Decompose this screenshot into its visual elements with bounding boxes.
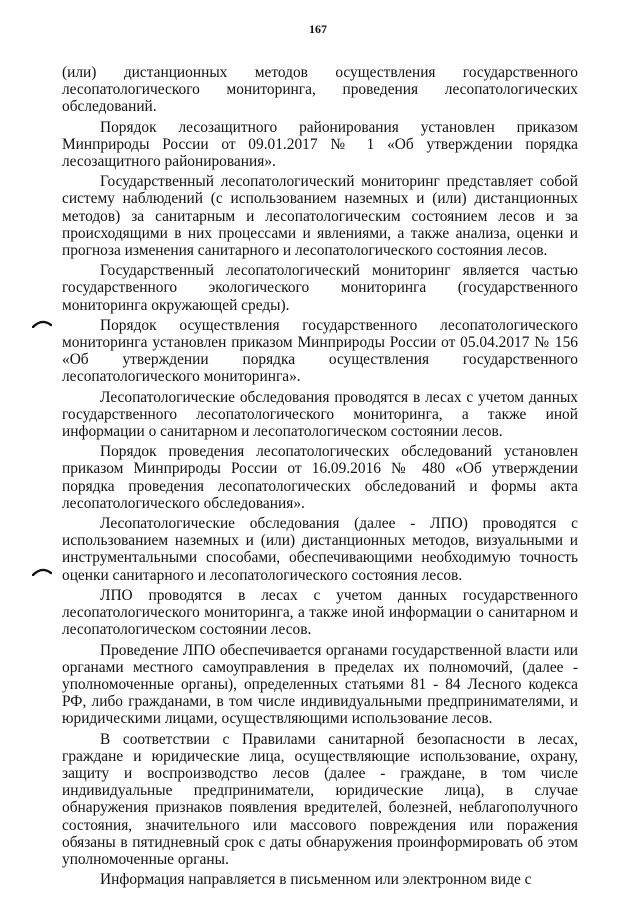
- paragraph: Порядок лесозащитного районирования установлен приказом Минприроды России от 09.01.2017 № 1 «Об утверждении порядка лесозащитного районирования».: [62, 118, 578, 171]
- paragraph: Порядок проведения лесопатологических обследований установлен приказом Минприроды России от 16.09.2016 № 480 «Об утверждении порядка проведения лесопатологических обследований и формы акта лесопатологического обследования».: [62, 443, 578, 512]
- paragraph: ЛПО проводятся в лесах с учетом данных государственного лесопатологического мониторинга, а также иной информации о санитарном и лесопатологическом состоянии лесов.: [62, 586, 578, 639]
- paragraph: Государственный лесопатологический мониторинг представляет собой систему наблюдений (с использованием наземных и (или) дистанционных методов) за санитарным и лесопатологическим состоянием лесов и за происходящими в них процессами и явлениями, а также анализа, оценки и прогноза изменения санитарного и лесопатологического состояния лесов.: [62, 173, 578, 260]
- paragraph: Порядок осуществления государственного лесопатологического мониторинга установлен приказом Минприроды России от 05.04.2017 № 156 «Об утверждении порядка осуществления государственного лесопатологического мониторинга».: [62, 316, 578, 386]
- arc-mark-icon: [32, 318, 52, 328]
- paragraph: Проведение ЛПО обеспечивается органами государственной власти или органами местного самоуправления в пределах их полномочий, (далее - уполномоченные органы), определенных статьями 81 - 84 Лесного кодекса РФ, либо гражданами, в том числе индивидуальными предпринимателями, и юридическими лицами, осуществляющими использование лесов.: [62, 641, 578, 728]
- body-text: [62, 64, 578, 891]
- paragraph: Информация направляется в письменном или электронном виде с: [100, 871, 532, 889]
- paragraph: В соответствии с Правилами санитарной безопасности в лесах, граждане и юридические лица, осуществляющие использование, охрану, защиту и воспроизводство лесов (далее - граждане, в том числе индивидуальные предприниматели, юридические лица), в случае обнаружения признаков появления вредителей, болезней, неблагополучного состояния, значительного или массового повреждения или поражения обязаны в пятидневный срок с даты обнаружения проинформировать об этом уполномоченные органы.: [62, 730, 578, 868]
- arc-mark-icon: [32, 566, 52, 576]
- paragraph: Лесопатологические обследования проводятся в лесах с учетом данных государственного лесопатологического мониторинга, а также иной информации о санитарном и лесопатологическом состоянии лесов.: [62, 388, 578, 441]
- paragraph: Лесопатологические обследования (далее - ЛПО) проводятся с использованием наземных и (или) дистанционных методов, визуальными и инструментальными способами, обеспечивающими необходимую точность оценки санитарного и лесопатологического состояния лесов.: [62, 515, 578, 584]
- page-number: 167: [309, 22, 327, 36]
- paragraph: Государственный лесопатологический мониторинг является частью государственного экологического мониторинга (государственного мониторинга окружающей среды).: [62, 262, 578, 314]
- paragraph: (или) дистанционных методов осуществления государственного лесопатологического мониторинга, проведения лесопатологических обследований.: [62, 64, 578, 116]
